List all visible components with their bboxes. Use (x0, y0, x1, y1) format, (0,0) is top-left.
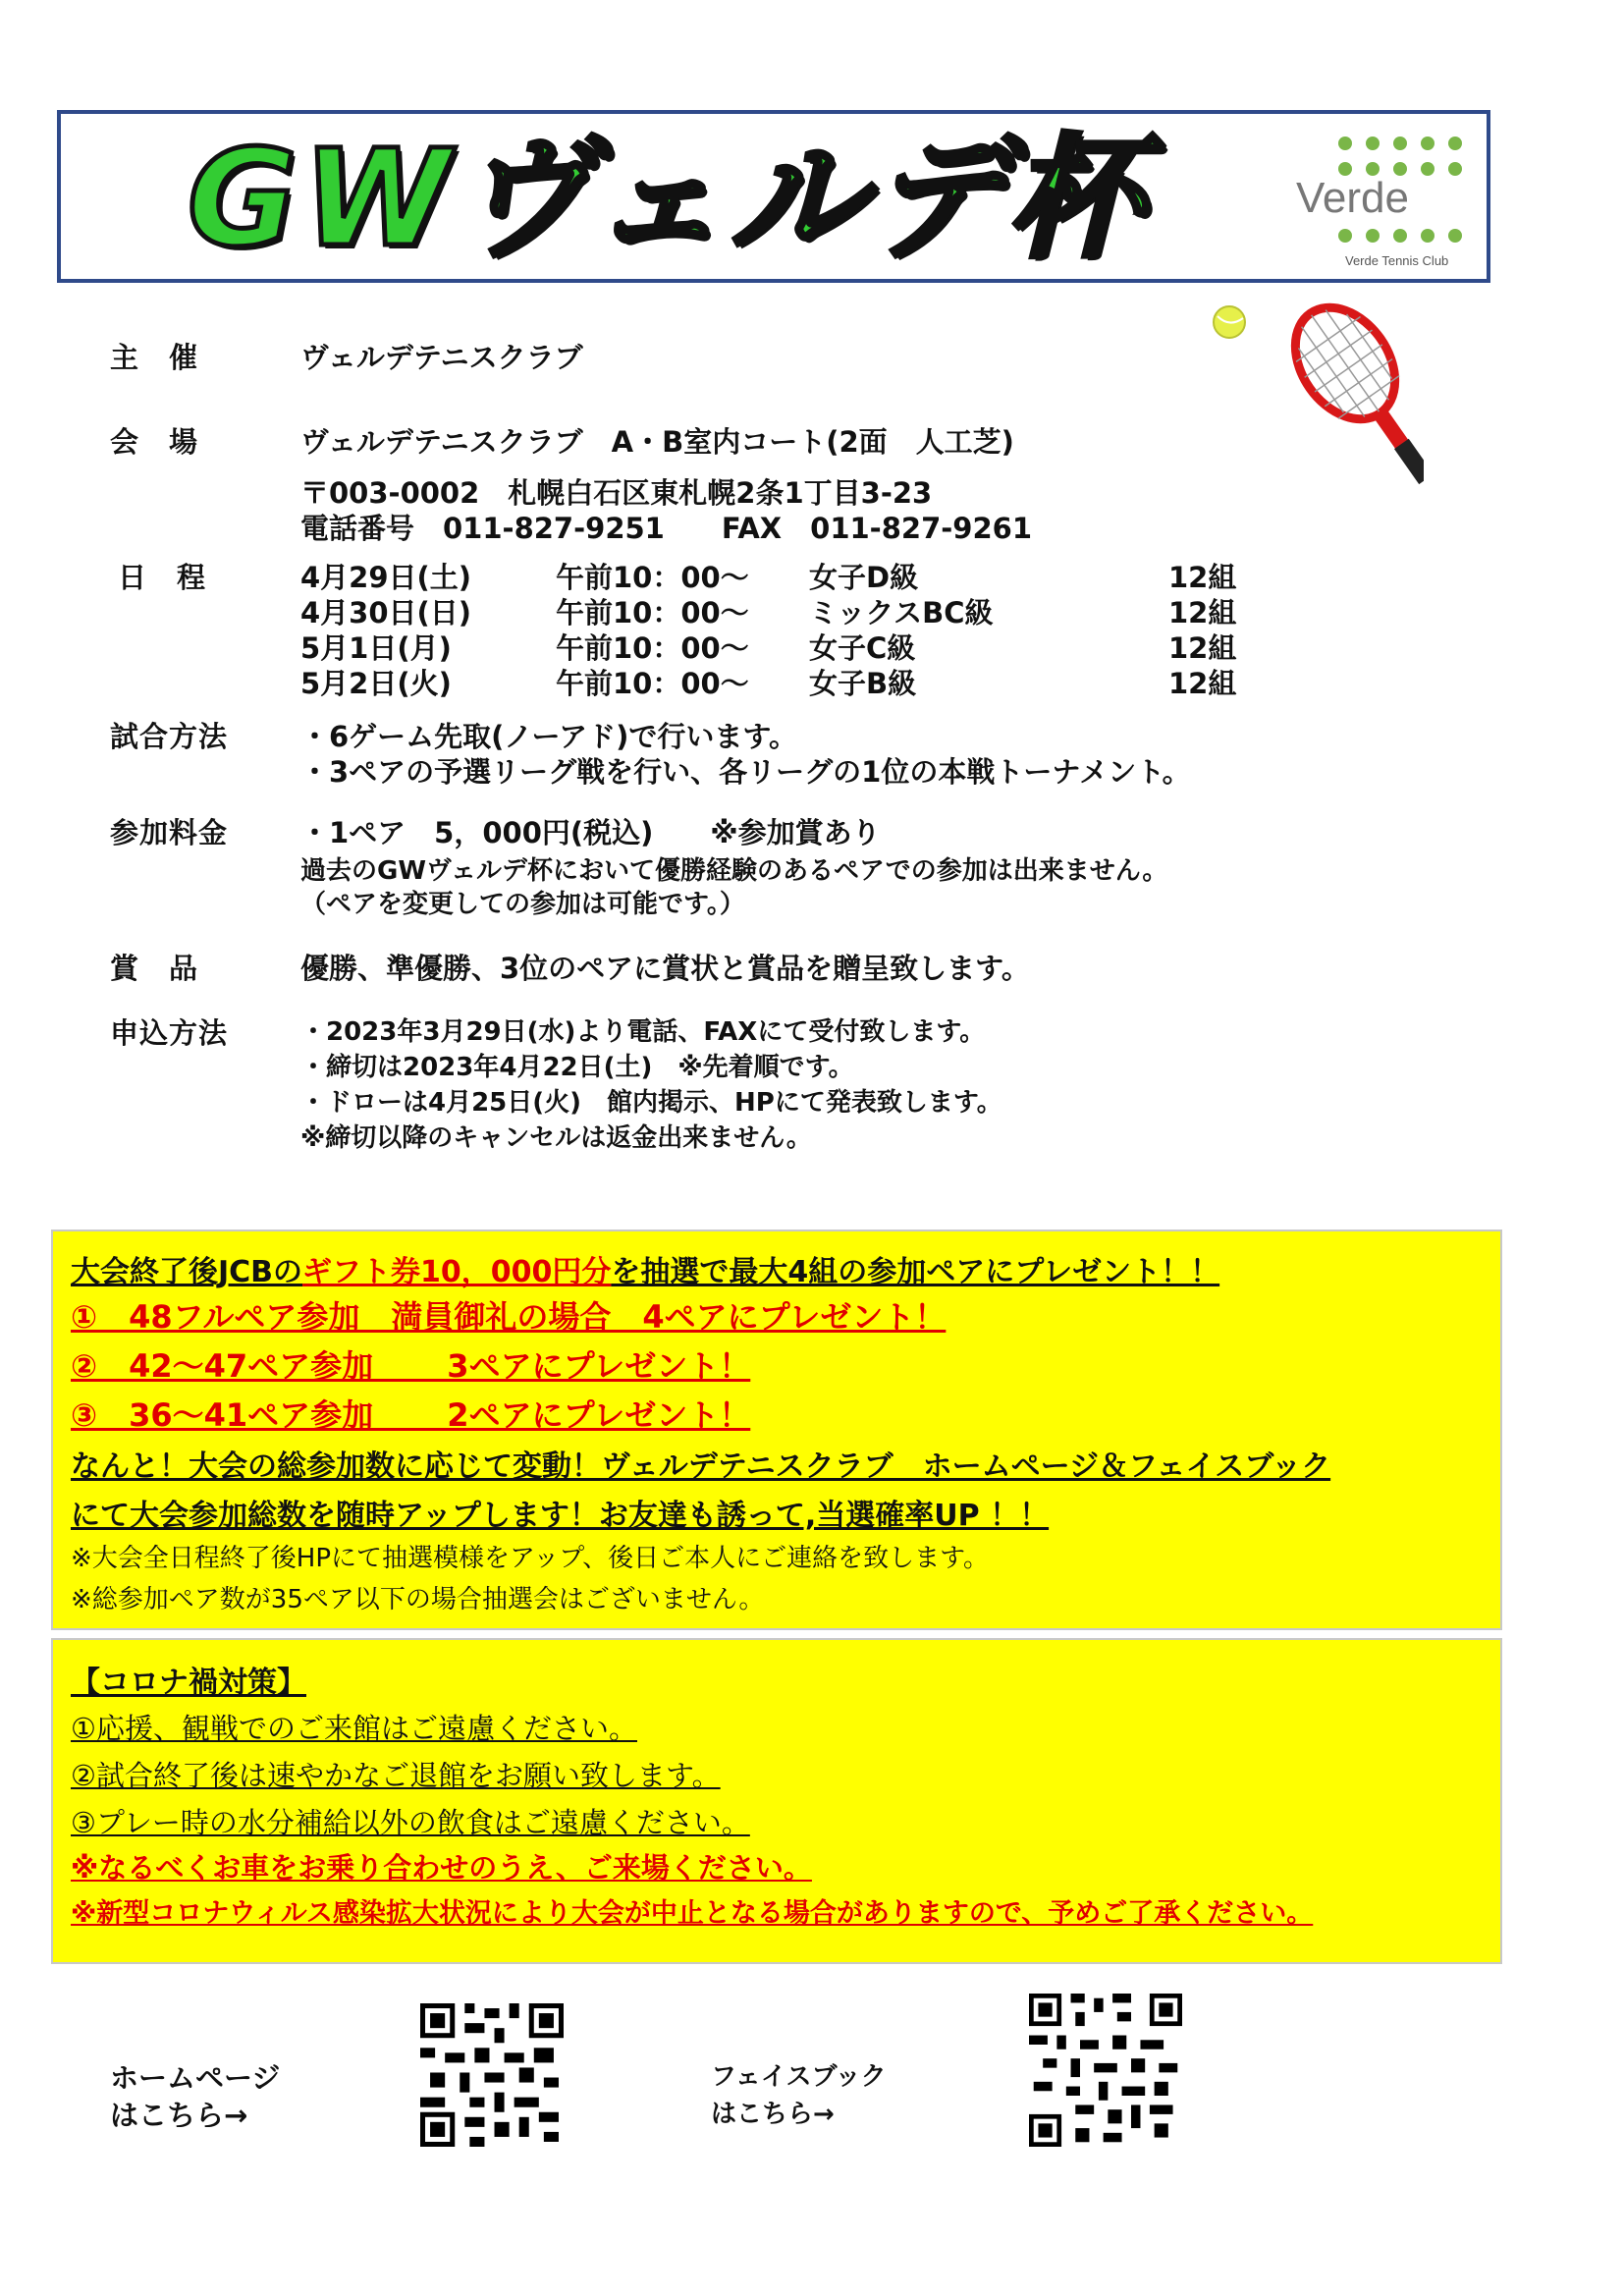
logo-sub: Verde Tennis Club (1345, 253, 1449, 268)
apply-line1: ・2023年3月29日(水)より電話、FAXにて受付致します。 (300, 1017, 986, 1047)
venue-label: 会 場 (110, 425, 199, 459)
venue-phone: 電話番号 011-827-9251 FAX 011-827-9261 (300, 512, 1032, 545)
gift-intro-amount: ギフト券10，000円分 (302, 1255, 612, 1289)
fee-line3: （ペアを変更しての参加は可能です。） (300, 890, 745, 919)
corona-warning-2: ※新型コロナウィルス感染拡大状況により大会が中止となる場合がありますので、予めご了承ください。 (71, 1898, 1314, 1929)
corona-item-2: ②試合終了後は速やかなご退館をお願い致します。 (71, 1759, 721, 1792)
schedule-time: 午前10：00～ (556, 561, 749, 594)
homepage-qr-code[interactable] (420, 2003, 564, 2147)
schedule-date: 5月1日(月) (300, 631, 452, 665)
schedule-time: 午前10：00～ (556, 596, 749, 629)
schedule-count: 12組 (1168, 631, 1237, 665)
fee-label: 参加料金 (110, 816, 229, 849)
gift-note-2: にて大会参加総数を随時アップします！お友達も誘って,当選確率UP ！！ (71, 1499, 1050, 1533)
prize-label: 賞 品 (110, 952, 199, 985)
tennis-racket-icon (1188, 295, 1424, 491)
venue-line1: ヴェルデテニスクラブ A・B室内コート(2面 人工芝) (300, 425, 1014, 459)
schedule-class: ミックスBC級 (809, 596, 994, 629)
gift-intro (71, 1247, 1219, 1290)
facebook-qr-code[interactable] (1029, 1994, 1182, 2147)
schedule-class: 女子C級 (809, 631, 916, 665)
gift-small-1: ※大会全日程終了後HPにて抽選模様をアップ、後日ご本人にご連絡を致します。 (71, 1544, 990, 1573)
schedule-class: 女子D級 (809, 561, 919, 594)
fee-line1: ・1ペア 5，000円(税込) ※参加賞あり (300, 816, 881, 849)
venue-address: 〒003-0002 札幌白石区東札幌2条1丁目3-23 (300, 476, 933, 510)
corona-item-3: ③プレー時の水分補給以外の飲食はご遠慮ください。 (71, 1806, 750, 1839)
gift-note-1: なんと！大会の総参加数に応じて変動！ヴェルデテニスクラブ ホームページ＆フェイスブック (71, 1449, 1331, 1484)
method-line2: ・3ペアの予選リーグ戦を行い、各リーグの1位の本戦トーナメント。 (300, 755, 1191, 789)
homepage-arrow-label: はこちら→ (110, 2099, 248, 2132)
host-label: 主 催 (110, 341, 199, 374)
homepage-label: ホームページ (110, 2061, 281, 2095)
method-line1: ・6ゲーム先取(ノーアド)で行います。 (300, 720, 798, 753)
apply-line4: ※締切以降のキャンセルは返金出来ません。 (300, 1123, 812, 1153)
schedule-class: 女子B級 (809, 667, 917, 700)
gift-item-3: ③ 36～41ペア参加 2ペアにプレゼント！ (71, 1396, 751, 1434)
gift-item-1: ① 48フルペア参加 満員御礼の場合 4ペアにプレゼント！ (71, 1298, 947, 1336)
apply-label: 申込方法 (110, 1016, 229, 1050)
schedule-label: 日 程 (118, 561, 207, 594)
schedule-time: 午前10：00～ (556, 667, 749, 700)
prize-value: 優勝、準優勝、3位のペアに賞状と賞品を贈呈致します。 (300, 952, 1030, 985)
apply-line2: ・締切は2023年4月22日(土) ※先着順です。 (300, 1053, 854, 1082)
schedule-count: 12組 (1168, 561, 1237, 594)
host-value: ヴェルデテニスクラブ (300, 341, 583, 374)
gift-small-2: ※総参加ペア数が35ペア以下の場合抽選会はございません。 (71, 1585, 765, 1614)
apply-line3: ・ドローは4月25日(火) 館内掲示、HPにて発表致します。 (300, 1088, 1002, 1118)
method-label: 試合方法 (110, 720, 229, 753)
schedule-date: 4月30日(日) (300, 596, 472, 629)
schedule-count: 12組 (1168, 667, 1237, 700)
facebook-arrow-label: はこちら→ (711, 2100, 835, 2129)
gift-intro-c: を抽選で最大4組の参加ペアにプレゼント！！ (611, 1255, 1220, 1289)
schedule-date: 4月29日(土) (300, 561, 472, 594)
corona-heading: 【コロナ禍対策】 (71, 1666, 306, 1700)
facebook-label: フェイスブック (711, 2062, 887, 2092)
logo-name: Verde (1296, 174, 1409, 222)
verde-logo (1286, 134, 1473, 271)
schedule-count: 12組 (1168, 596, 1237, 629)
fee-line2: 過去のGWヴェルデ杯において優勝経験のあるペアでの参加は出来ません。 (300, 856, 1168, 886)
gift-intro-a: 大会終了後JCBの (71, 1255, 303, 1289)
event-title: GWヴェルデ杯 (187, 122, 1149, 277)
corona-warning-1: ※なるべくお車をお乗り合わせのうえ、ご来場ください。 (71, 1851, 812, 1885)
gift-item-2: ② 42～47ペア参加 3ペアにプレゼント！ (71, 1347, 751, 1385)
corona-item-1: ①応援、観戦でのご来館はご遠慮ください。 (71, 1712, 637, 1745)
schedule-date: 5月2日(火) (300, 667, 452, 700)
schedule-time: 午前10：00～ (556, 631, 749, 665)
